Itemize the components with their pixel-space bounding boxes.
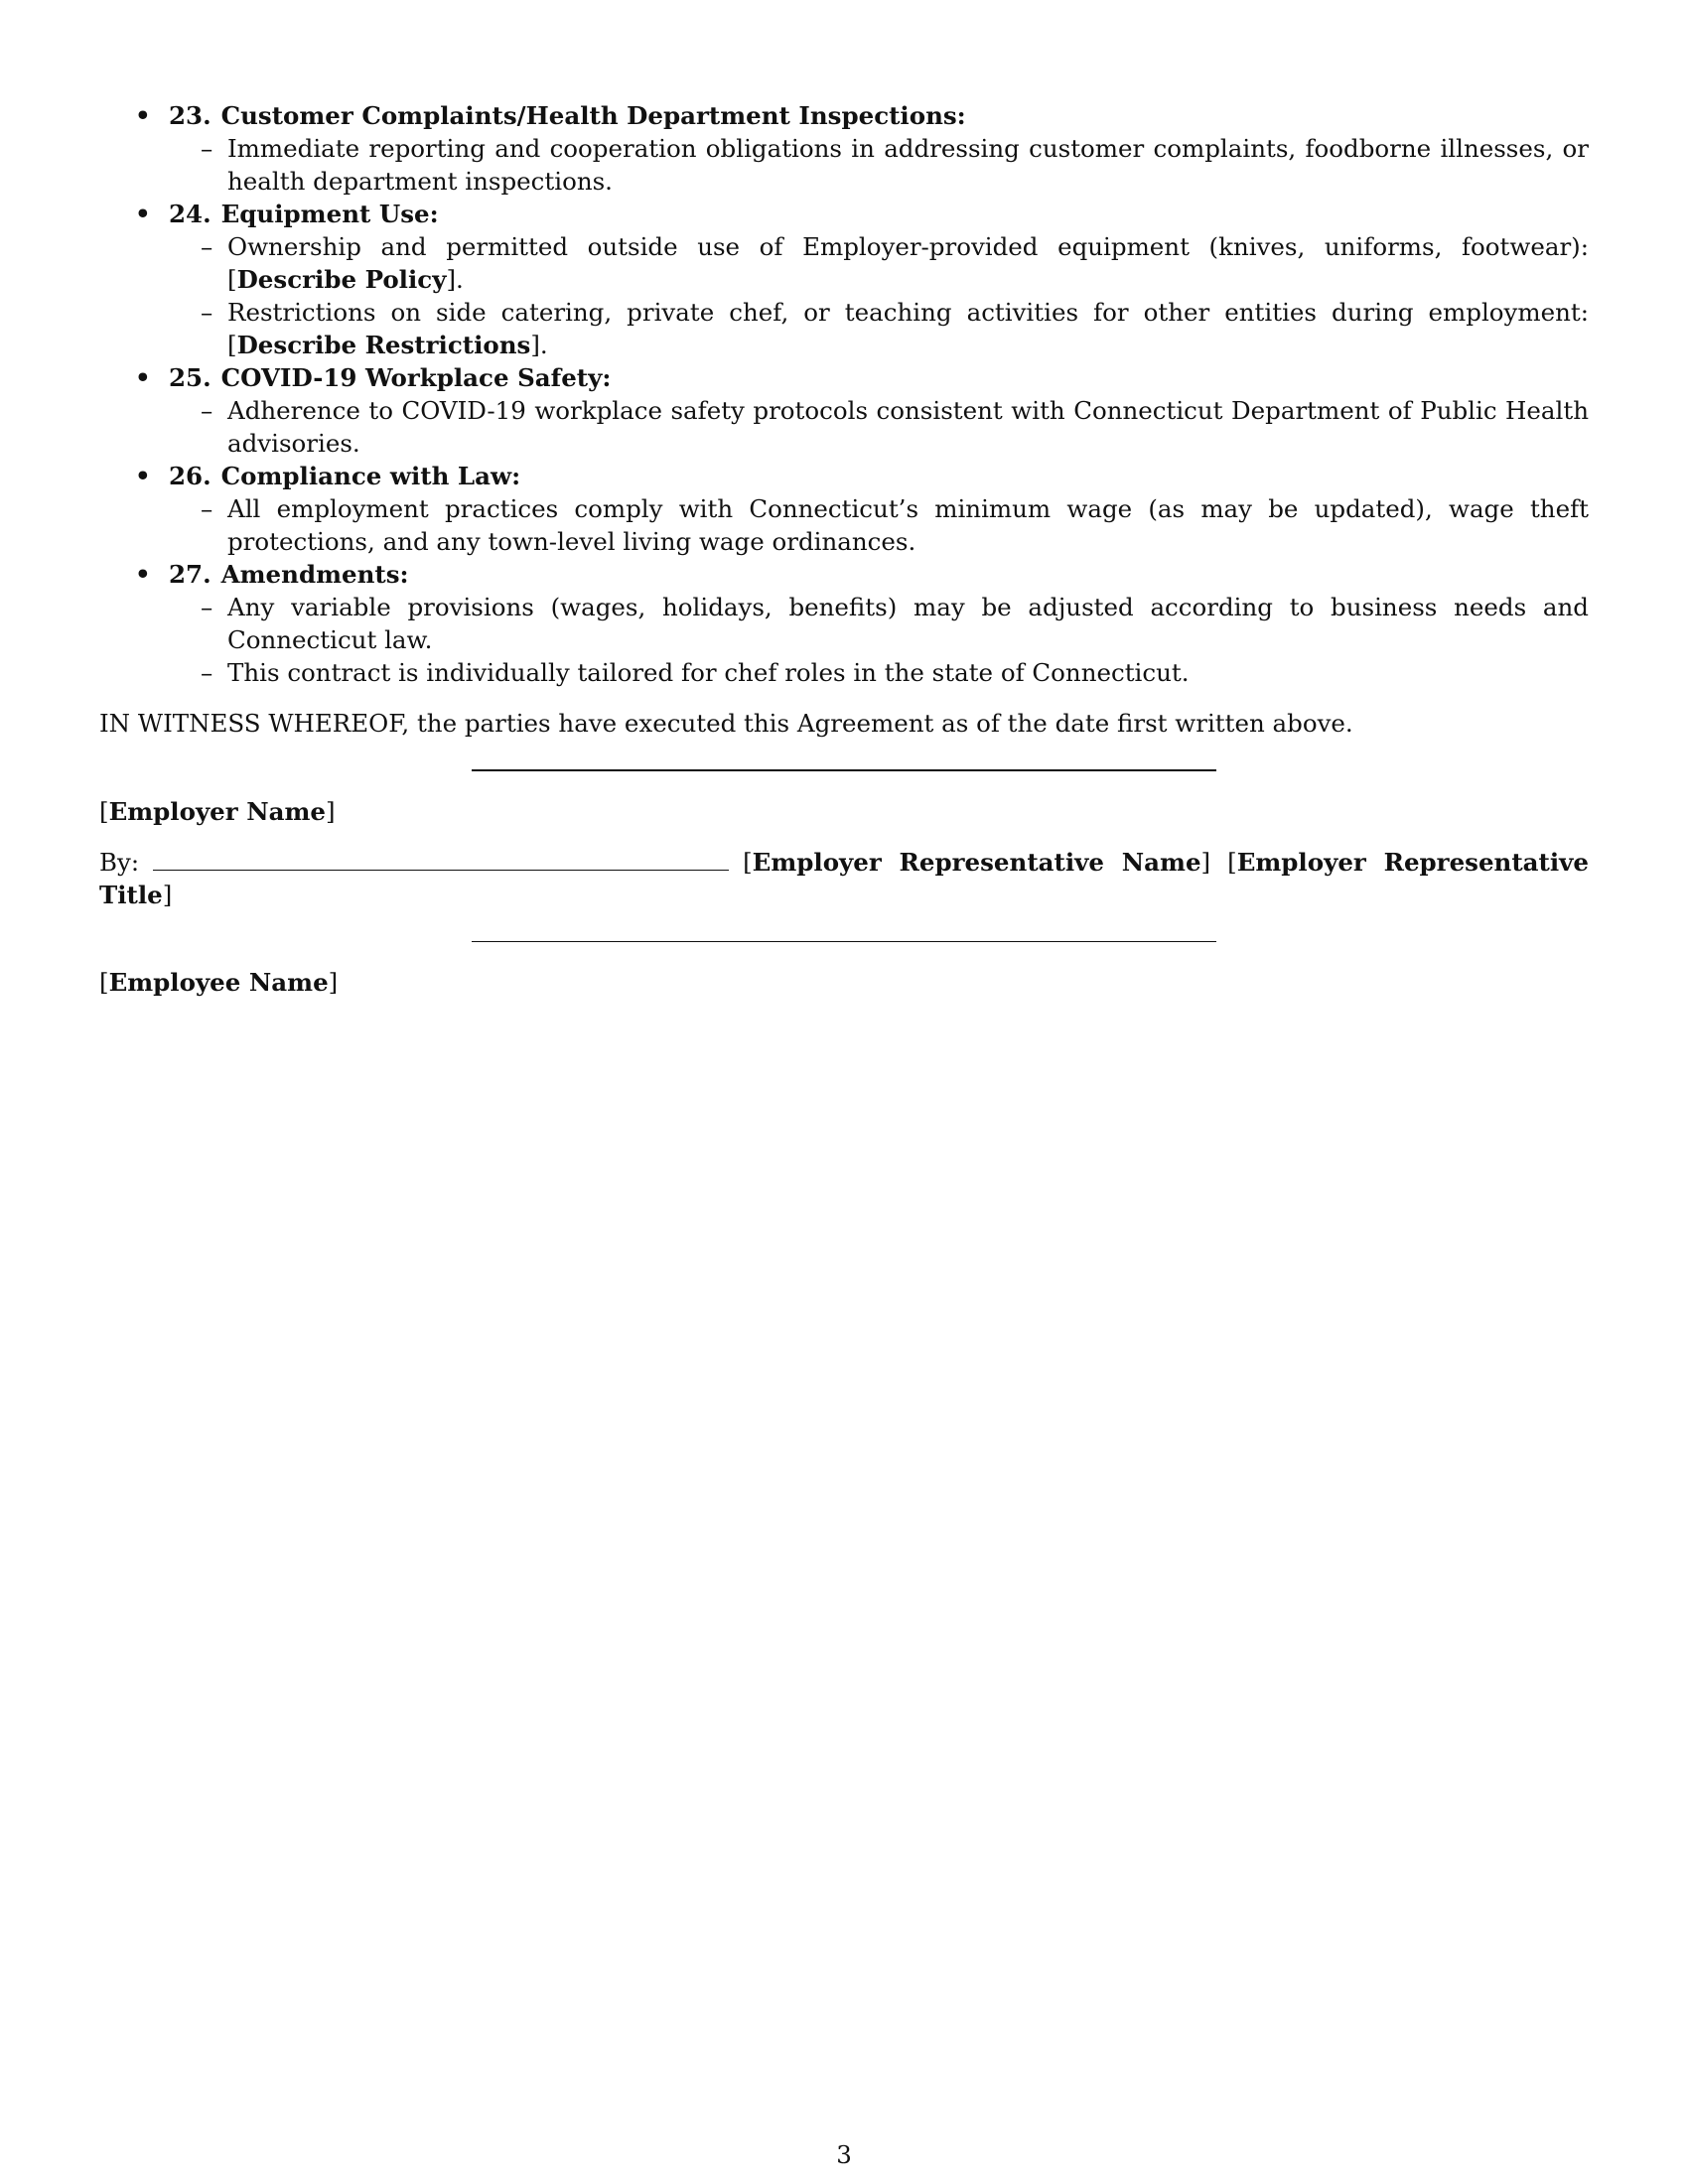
section-number: 27. bbox=[169, 560, 211, 589]
provision-item bbox=[169, 394, 1589, 460]
section-title: Amendments: bbox=[220, 560, 409, 589]
provision-item bbox=[169, 132, 1589, 198]
section-heading bbox=[169, 99, 1589, 132]
provision-text: All employment practices comply with Connecticut’s minimum wage (as may be updated), wage theft protections, and any town-level living wage ordinances. bbox=[227, 494, 1589, 556]
section-item bbox=[99, 361, 1589, 460]
section-number: 24. bbox=[169, 200, 211, 228]
provision-item bbox=[169, 591, 1589, 656]
witness-clause: IN WITNESS WHEREOF, the parties have executed this Agreement as of the date first written above. bbox=[99, 709, 1353, 738]
provision-item bbox=[169, 230, 1589, 296]
section-item-list bbox=[169, 394, 1589, 460]
employee-signature-line bbox=[472, 941, 1216, 942]
section-item bbox=[99, 558, 1589, 689]
section-item-list bbox=[169, 132, 1589, 198]
employee-name: [Employee Name] bbox=[99, 968, 339, 997]
section-item-list bbox=[169, 591, 1589, 689]
section-heading bbox=[169, 361, 1589, 394]
section-title: Customer Complaints/Health Department Inspections: bbox=[220, 101, 966, 130]
placeholder-field: [Describe Restrictions]. bbox=[227, 331, 548, 359]
by-signature-blank bbox=[153, 846, 729, 871]
provision-text: Any variable provisions (wages, holidays, benefits) may be adjusted according to business needs and Connecticut law. bbox=[227, 593, 1589, 654]
section-item-list bbox=[169, 492, 1589, 558]
provision-text: Immediate reporting and cooperation obligations in addressing customer complaints, foodborne illnesses, or health department inspections. bbox=[227, 134, 1589, 196]
section-item bbox=[99, 198, 1589, 361]
section-item bbox=[99, 460, 1589, 558]
employer-name: [Employer Name] bbox=[99, 797, 336, 826]
by-label: By: bbox=[99, 848, 140, 877]
section-title: Equipment Use: bbox=[220, 200, 439, 228]
section-list bbox=[99, 99, 1589, 689]
section-number: 26. bbox=[169, 462, 211, 490]
provision-item bbox=[169, 656, 1589, 689]
section-number: 23. bbox=[169, 101, 211, 130]
employer-signature-line bbox=[472, 769, 1216, 771]
provision-item bbox=[169, 296, 1589, 361]
page-number: 3 bbox=[836, 2140, 852, 2169]
section-item bbox=[99, 99, 1589, 198]
section-heading bbox=[169, 558, 1589, 591]
provision-text: Ownership and permitted outside use of Employer-provided equipment (knives, uniforms, footwear): bbox=[227, 232, 1589, 261]
section-number: 25. bbox=[169, 363, 211, 392]
section-item-list bbox=[169, 230, 1589, 361]
employer-rep-name: [Employer Representative Name] bbox=[743, 848, 1211, 877]
provision-item bbox=[169, 492, 1589, 558]
provision-text: Adherence to COVID-19 workplace safety protocols consistent with Connecticut Department of Public Health advisories. bbox=[227, 396, 1589, 458]
section-heading bbox=[169, 198, 1589, 230]
employer-by-line bbox=[99, 846, 1589, 911]
employer-rep-title: [Employer Representative Title] bbox=[99, 848, 1589, 909]
provision-text: This contract is individually tailored for chef roles in the state of Connecticut. bbox=[227, 658, 1190, 687]
section-title: Compliance with Law: bbox=[220, 462, 521, 490]
provision-text: Restrictions on side catering, private chef, or teaching activities for other entities during employment: bbox=[227, 298, 1589, 327]
section-title: COVID-19 Workplace Safety: bbox=[220, 363, 612, 392]
section-heading bbox=[169, 460, 1589, 492]
document-page bbox=[99, 99, 1589, 999]
placeholder-field: [Describe Policy]. bbox=[227, 265, 464, 294]
